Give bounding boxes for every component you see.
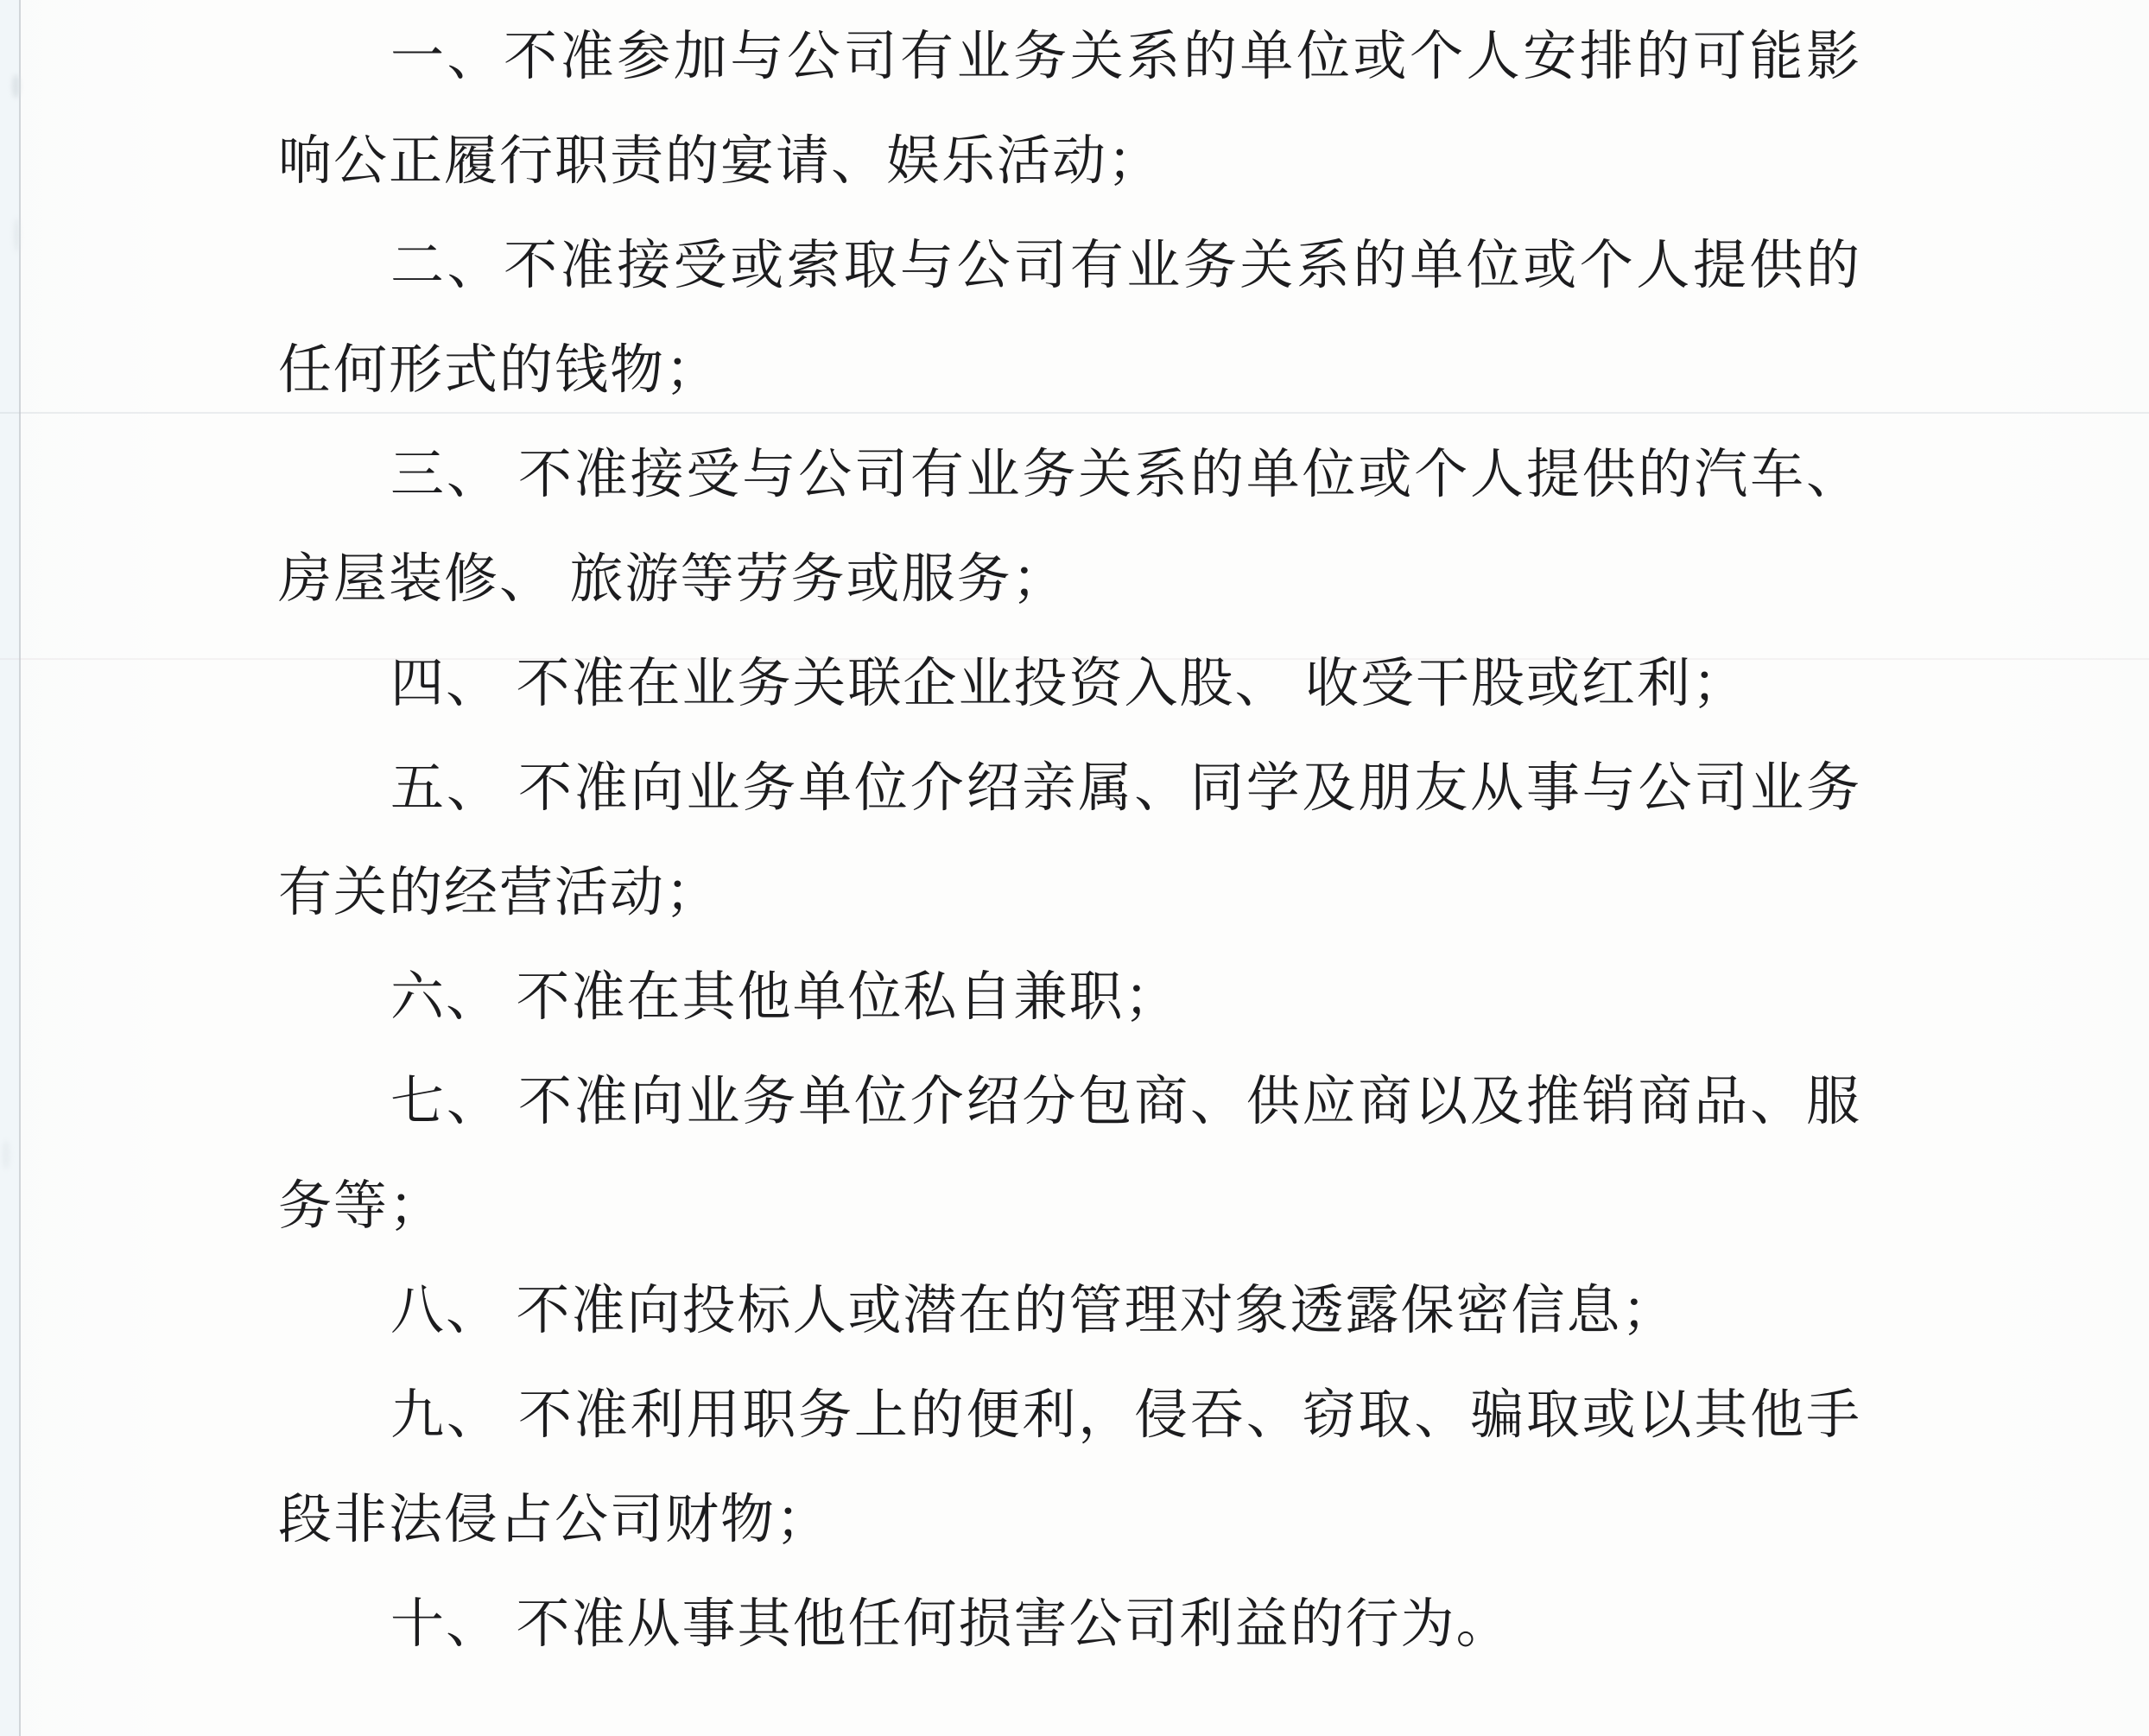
- text-line-2: 响公正履行职责的宴请、娱乐活动；: [278, 132, 1163, 191]
- text-line-9: 有关的经营活动；: [278, 864, 721, 922]
- text-block: [278, 5, 1861, 1677]
- scan-smudge: [14, 218, 20, 252]
- scan-edge-strip: [0, 0, 19, 1736]
- scan-smudge: [12, 74, 20, 98]
- text-line-7: 四、 不准在业务关联企业投资入股、 收受干股或红利；: [390, 655, 1748, 713]
- text-line-8: 五、 不准向业务单位介绍亲属、同学及朋友从事与公司业务: [390, 759, 1861, 818]
- text-line-10: 六、 不准在其他单位私自兼职；: [390, 968, 1180, 1027]
- text-line-1: 一、不准参加与公司有业务关系的单位或个人安排的可能影: [390, 28, 1861, 86]
- text-line-4: 任何形式的钱物；: [278, 341, 721, 400]
- text-line-5: 三、 不准接受与公司有业务关系的单位或个人提供的汽车、: [390, 446, 1861, 504]
- text-line-11: 七、 不准向业务单位介绍分包商、供应商以及推销商品、服: [390, 1073, 1861, 1131]
- text-line-16: 十、 不准从事其他任何损害公司利益的行为。: [390, 1595, 1512, 1654]
- text-line-15: 段非法侵占公司财物；: [278, 1491, 832, 1549]
- text-line-3: 二、不准接受或索取与公司有业务关系的单位或个人提供的: [390, 237, 1861, 295]
- text-line-13: 八、 不准向投标人或潜在的管理对象透露保密信息；: [390, 1282, 1677, 1340]
- text-line-12: 务等；: [278, 1177, 445, 1236]
- scan-smudge: [2, 1140, 10, 1169]
- scan-edge-line: [19, 0, 21, 1736]
- text-line-6: 房屋装修、 旅游等劳务或服务；: [278, 550, 1068, 609]
- text-line-14: 九、 不准利用职务上的便利，侵吞、窃取、骗取或以其他手: [390, 1386, 1861, 1445]
